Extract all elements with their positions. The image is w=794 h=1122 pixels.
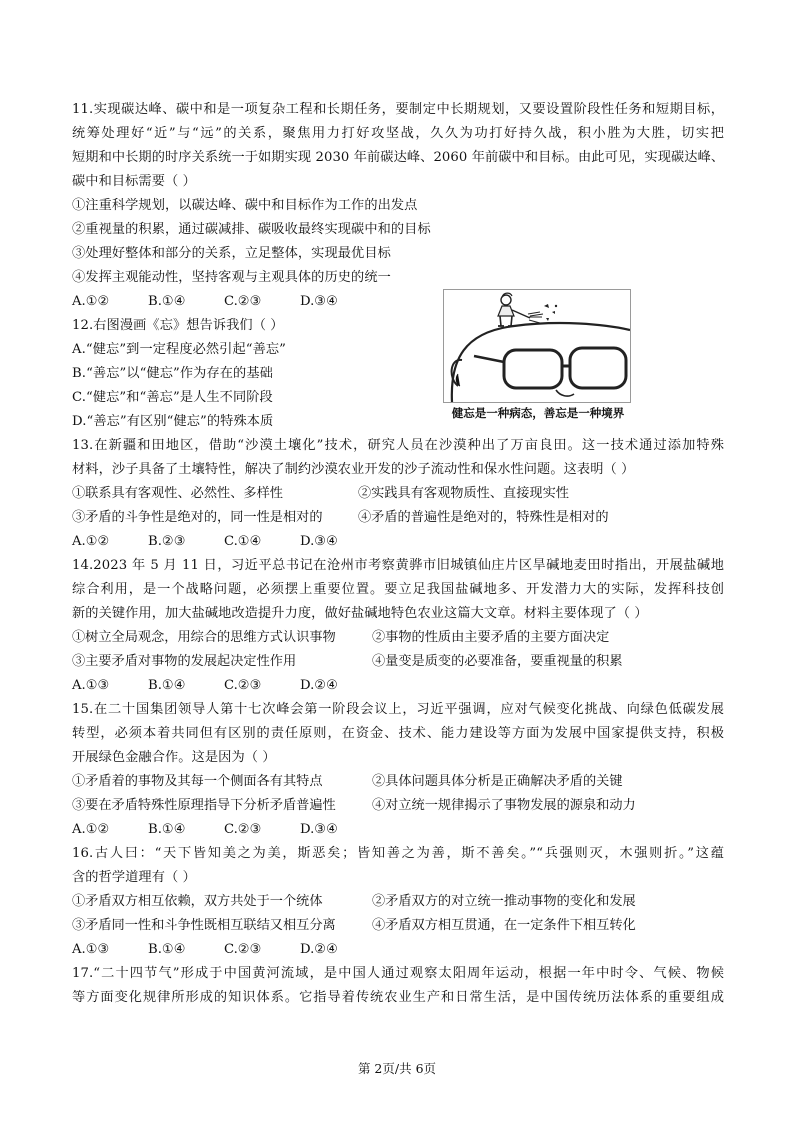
q15-option-b[interactable]: B.①④ [148, 822, 186, 837]
q15-option-c[interactable]: C.②③ [224, 822, 262, 837]
q15-stem-line: 转型，必须本着共同但有区别的责任原则，在资金、技术、能力建设等方面为发展中国家提供支持，积极 [72, 726, 724, 741]
q14-stem-line: 新的关键作用，加大盐碱地改造提升力度，做好盐碱地特色农业这篇大文章。材料主要体现了（ ） [72, 606, 648, 621]
q16-stem-line: 含的哲学道理有（ ） [72, 870, 196, 885]
q15-item: ①矛盾着的事物及其每一个侧面各有其特点 [72, 774, 323, 789]
q11-item: ①注重科学规划，以碳达峰、碳中和目标作为工作的出发点 [72, 198, 418, 213]
q12-option-b[interactable]: B.“善忘”以“健忘”作为存在的基础 [72, 366, 273, 381]
q15-item: ②具体问题具体分析是正确解决矛盾的关键 [372, 774, 623, 789]
q13-option-b[interactable]: B.②③ [148, 534, 186, 549]
q16-item: ①矛盾双方相互依赖，双方共处于一个统体 [72, 894, 323, 909]
q16-item: ④矛盾双方相互贯通，在一定条件下相互转化 [372, 918, 636, 933]
page-number-footer: 第 2页/共 6页 [357, 1061, 437, 1076]
q14-stem-line: 14.2023 年 5 月 11 日，习近平总书记在沧州市考察黄骅市旧城镇仙庄片区旱碱地麦田时指出，开展盐碱地 [72, 558, 724, 573]
q16-item: ③矛盾同一性和斗争性既相互联结又相互分离 [72, 918, 336, 933]
q11-item: ②重视量的积累，通过碳减排、碳吸收最终实现碳中和的目标 [72, 222, 431, 237]
q13-option-d[interactable]: D.③④ [300, 534, 338, 549]
cartoon-caption: 健忘是一种病态，善忘是一种境界 [451, 406, 625, 420]
q16-option-a[interactable]: A.①③ [72, 942, 110, 957]
q13-stem-line: 13.在新疆和田地区，借助“沙漠土壤化”技术，研究人员在沙漠种出了万亩良田。这一技术通过添加特殊 [72, 438, 724, 453]
q17-stem-line: 17.“二十四节气”形成于中国黄河流域，是中国人通过观察太阳周年运动，根据一年中时令、气候、物候 [72, 966, 724, 981]
q12-option-c[interactable]: C.“健忘”和“善忘”是人生不同阶段 [72, 390, 273, 405]
cartoon-drawing [444, 290, 630, 402]
q13-option-a[interactable]: A.①② [72, 534, 110, 549]
q15-stem-line: 15.在二十国集团领导人第十七次峰会第一阶段会议上，习近平强调，应对气候变化挑战、向绿色低碳发展 [72, 702, 724, 717]
q15-option-a[interactable]: A.①② [72, 822, 110, 837]
q14-option-b[interactable]: B.①④ [148, 678, 186, 693]
q11-option-b[interactable]: B.①④ [148, 294, 186, 309]
q11-item: ④发挥主观能动性，坚持客观与主观具体的历史的统一 [72, 270, 391, 285]
q13-item: ①联系具有客观性、必然性、多样性 [72, 486, 283, 501]
q16-stem-line: 16.古人曰：“天下皆知美之为美，斯恶矣；皆知善之为善，斯不善矣。”“兵强则灭，木强则折。”这蕴 [72, 846, 724, 861]
q12-option-a[interactable]: A.“健忘”到一定程度必然引起“善忘” [72, 342, 287, 357]
q13-item: ②实践具有客观物质性、直接现实性 [358, 486, 569, 501]
q16-item: ②矛盾双方的对立统一推动事物的变化和发展 [372, 894, 636, 909]
q13-item: ③矛盾的斗争性是绝对的，同一性是相对的 [72, 510, 323, 525]
forget-cartoon-image [443, 289, 631, 403]
q13-stem-line: 材料，沙子具备了土壤特性，解决了制约沙漠农业开发的沙子流动性和保水性问题。这表明（ ） [72, 462, 635, 477]
q11-option-a[interactable]: A.①② [72, 294, 110, 309]
q12-option-d[interactable]: D.“善忘”有区别“健忘”的特殊本质 [72, 414, 274, 429]
q15-option-d[interactable]: D.③④ [300, 822, 338, 837]
q13-option-c[interactable]: C.①④ [224, 534, 262, 549]
q11-stem-line: 短期和中长期的时序关系统一于如期实现 2030 年前碳达峰、2060 年前碳中和目标。由此可见，实现碳达峰、 [72, 150, 725, 165]
q11-stem-line: 统筹处理好“近”与“远”的关系，聚焦用力打好攻坚战，久久为功打好持久战，积小胜为大胜，切实把 [72, 126, 724, 141]
q12-stem: 12.右图漫画《忘》想告诉我们（ ） [72, 318, 284, 333]
q11-stem-line: 11.实现碳达峰、碳中和是一项复杂工程和长期任务，要制定中长期规划，又要设置阶段性任务和短期目标， [72, 102, 724, 117]
q15-stem-line: 开展绿色金融合作。这是因为（ ） [72, 750, 276, 765]
q17-stem-line: 等方面变化规律所形成的知识体系。它指导着传统农业生产和日常生活，是中国传统历法体系的重要组成 [72, 990, 724, 1005]
q11-stem-line: 碳中和目标需要（ ） [72, 174, 196, 189]
q15-item: ③要在矛盾特殊性原理指导下分析矛盾普遍性 [72, 798, 336, 813]
q15-item: ④对立统一规律揭示了事物发展的源泉和动力 [372, 798, 636, 813]
q14-item: ②事物的性质由主要矛盾的主要方面决定 [372, 630, 610, 645]
q13-item: ④矛盾的普遍性是绝对的，特殊性是相对的 [358, 510, 609, 525]
q16-option-d[interactable]: D.②④ [300, 942, 338, 957]
q14-option-a[interactable]: A.①③ [72, 678, 110, 693]
q11-item: ③处理好整体和部分的关系，立足整体，实现最优目标 [72, 246, 391, 261]
q14-stem-line: 综合利用，是一个战略问题，必须摆上重要位置。要立足我国盐碱地多、开发潜力大的实际，发挥科技创 [72, 582, 724, 597]
q14-item: ③主要矛盾对事物的发展起决定性作用 [72, 654, 297, 669]
q14-option-d[interactable]: D.②④ [300, 678, 338, 693]
q16-option-c[interactable]: C.②③ [224, 942, 262, 957]
q14-item: ①树立全局观念，用综合的思维方式认识事物 [72, 630, 336, 645]
q11-option-c[interactable]: C.②③ [224, 294, 262, 309]
q14-item: ④量变是质变的必要准备，要重视量的积累 [372, 654, 623, 669]
q11-option-d[interactable]: D.③④ [300, 294, 338, 309]
q16-option-b[interactable]: B.①④ [148, 942, 186, 957]
q14-option-c[interactable]: C.②③ [224, 678, 262, 693]
